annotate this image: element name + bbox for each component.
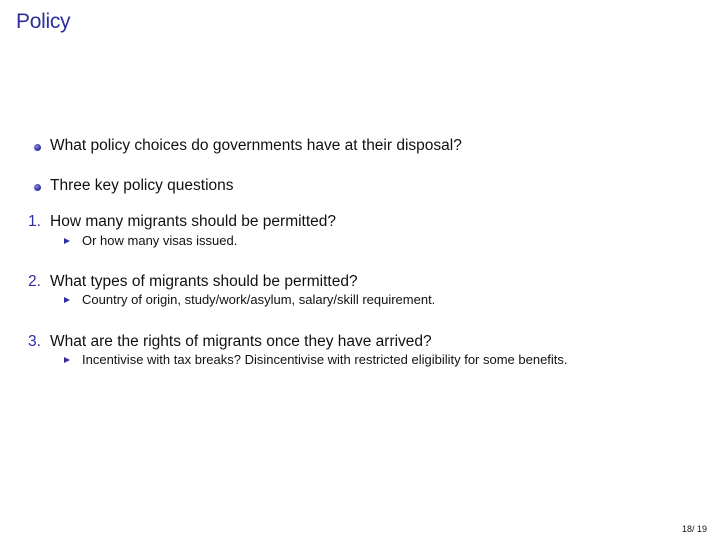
bullet-item (34, 136, 462, 156)
slide-title: Policy (16, 10, 71, 33)
bullet-text: Three key policy questions (50, 177, 234, 194)
item-number: 2. (28, 273, 41, 290)
round-bullet-icon (34, 184, 41, 191)
triangle-bullet-icon (64, 238, 70, 244)
sub-item-text: Country of origin, study/work/asylum, salary/skill requirement. (82, 292, 436, 307)
item-text: What are the rights of migrants once they have arrived? (50, 333, 432, 350)
sub-item-text: Incentivise with tax breaks? Disincentivise with restricted eligibility for some benefits. (82, 352, 568, 367)
sub-item (64, 232, 237, 249)
sub-item (64, 291, 435, 308)
numbered-item-2 (28, 272, 358, 292)
item-number: 1. (28, 213, 41, 230)
page-number: 18/ 19 (681, 524, 707, 534)
item-number: 3. (28, 333, 41, 350)
sub-item (64, 351, 568, 368)
triangle-bullet-icon (64, 357, 70, 363)
bullet-text: What policy choices do governments have at their disposal? (50, 137, 462, 154)
round-bullet-icon (34, 144, 41, 151)
sub-item-text: Or how many visas issued. (82, 233, 238, 248)
item-text: What types of migrants should be permitted? (50, 273, 358, 290)
item-text: How many migrants should be permitted? (50, 213, 337, 230)
triangle-bullet-icon (64, 297, 70, 303)
numbered-item-1 (28, 212, 336, 232)
bullet-item (34, 176, 234, 196)
numbered-item-3 (28, 332, 432, 352)
